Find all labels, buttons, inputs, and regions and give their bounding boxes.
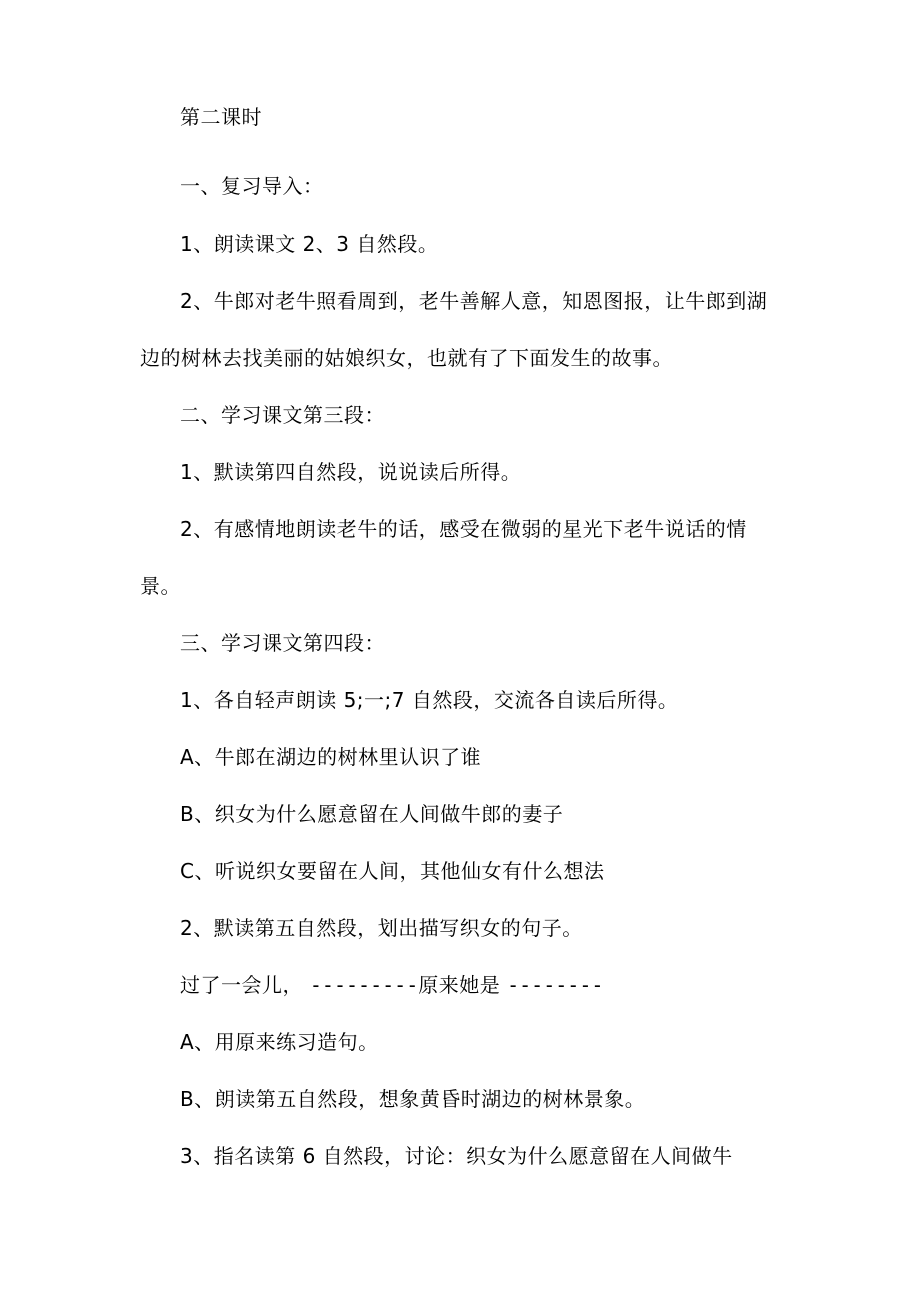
fill-in-blank: ---------: [309, 973, 419, 997]
question-item: A、牛郎在湖边的树林里认识了谁: [180, 745, 482, 769]
paragraph-line: 2、默读第五自然段，划出描写织女的句子。: [180, 916, 583, 940]
question-item: B、织女为什么愿意留在人间做牛郎的妻子: [180, 802, 564, 826]
paragraph-line: 景。: [140, 574, 181, 598]
paragraph-line: 2、牛郎对老牛照看周到，老牛善解人意，知恩图报，让牛郎到湖: [180, 289, 768, 313]
paragraph-line: A、用原来练习造句。: [180, 1030, 379, 1054]
question-item: C、听说织女要留在人间，其他仙女有什么想法: [180, 859, 605, 883]
fill-in-prefix: 过了一会儿，: [180, 973, 303, 997]
section-heading-review: 一、复习导入：: [180, 174, 324, 198]
lesson-title: 第二课时: [180, 105, 262, 129]
paragraph-line: 1、朗读课文 2、3 自然段。: [180, 232, 439, 256]
paragraph-line: B、朗读第五自然段，想象黄昏时湖边的树林景象。: [180, 1087, 646, 1111]
section-heading-fourth: 三、学习课文第四段：: [180, 631, 385, 655]
paragraph-line: 边的树林去找美丽的姑娘织女，也就有了下面发生的故事。: [140, 346, 673, 370]
paragraph-line: 2、有感情地朗读老牛的话，感受在微弱的星光下老牛说话的情: [180, 517, 747, 541]
paragraph-line: 3、指名读第 6 自然段，讨论：织女为什么愿意留在人间做牛: [180, 1144, 733, 1168]
section-heading-third: 二、学习课文第三段：: [180, 403, 385, 427]
fill-in-line: [180, 973, 603, 997]
fill-in-middle: 原来她是: [418, 973, 501, 997]
paragraph-line: 1、默读第四自然段，说说读后所得。: [180, 460, 522, 484]
fill-in-blank: --------: [507, 973, 604, 997]
paragraph-line: 1、各自轻声朗读 5;一;7 自然段，交流各自读后所得。: [180, 688, 679, 712]
